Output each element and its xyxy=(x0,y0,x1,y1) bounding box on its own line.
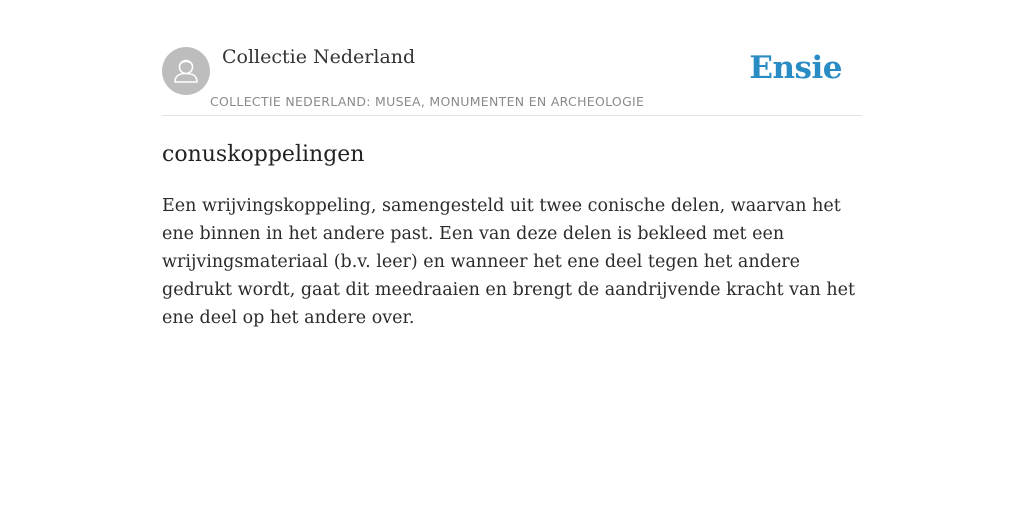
ensie-logo[interactable]: Ensie xyxy=(749,50,842,86)
source-subtitle[interactable]: COLLECTIE NEDERLAND: MUSEA, MONUMENTEN EN ARCHEOLOGIE xyxy=(210,94,645,109)
user-silhouette-icon xyxy=(162,47,210,95)
avatar[interactable] xyxy=(162,47,210,95)
entry-card xyxy=(162,40,862,332)
entry-term: conuskoppelingen xyxy=(162,142,365,167)
author-name[interactable]: Collectie Nederland xyxy=(222,46,416,68)
entry-header xyxy=(162,40,862,116)
entry-definition: Een wrijvingskoppeling, samengesteld uit twee conische delen, waarvan het ene binnen in het andere past. Een van deze delen is bekleed met een wrijvingsmateriaal (b.v. leer) en wanneer het ene deel tegen het andere gedrukt wordt, gaat dit meedraaien en brengt de aandrijvende kracht van het ene deel op het andere over. xyxy=(162,196,855,328)
